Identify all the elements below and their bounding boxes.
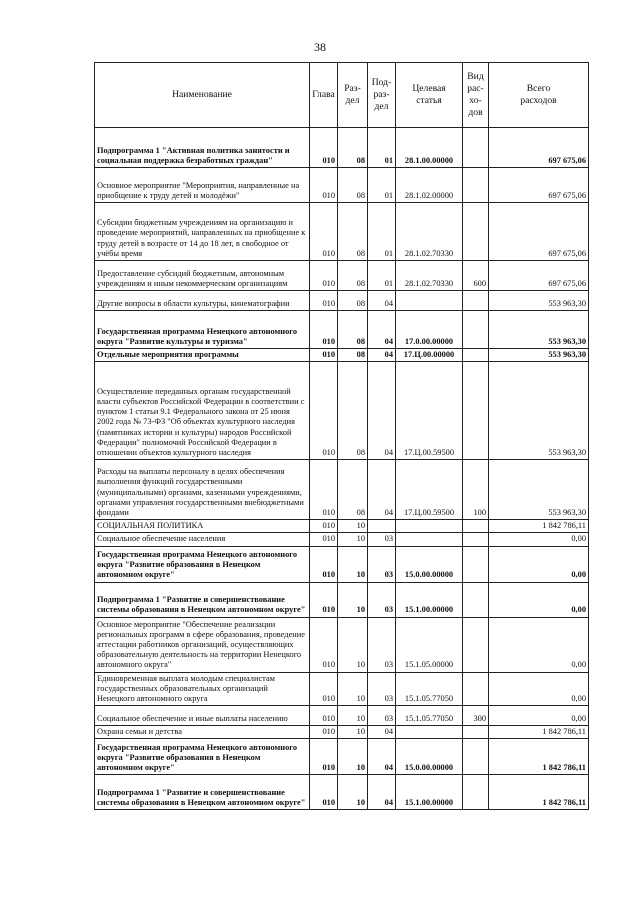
cell-razdel: 10 (338, 617, 368, 672)
cell-podrazdel: 03 (368, 706, 396, 726)
cell-glava: 010 (310, 739, 338, 775)
cell-vid (463, 533, 489, 546)
table-row (95, 291, 589, 311)
cell-vid (463, 291, 489, 311)
budget-table (94, 62, 589, 810)
table-row (95, 128, 589, 168)
cell-celevaya (396, 291, 463, 311)
table-row (95, 706, 589, 726)
cell-vid: 300 (463, 706, 489, 726)
cell-glava: 010 (310, 533, 338, 546)
table-row (95, 739, 589, 775)
cell-vsego: 0,00 (489, 582, 589, 617)
cell-razdel: 08 (338, 349, 368, 362)
cell-celevaya: 15.0.00.00000 (396, 546, 463, 582)
cell-celevaya (396, 533, 463, 546)
table-row (95, 520, 589, 533)
cell-vsego: 0,00 (489, 617, 589, 672)
page-number: 38 (314, 40, 326, 54)
header-vid: Вид рас- хо- дов (463, 63, 489, 128)
cell-podrazdel: 01 (368, 203, 396, 261)
cell-name: Социальное обеспечение населения (95, 533, 310, 546)
cell-name: Охрана семьи и детства (95, 726, 310, 739)
cell-vsego: 697 675,06 (489, 168, 589, 203)
header-razdel: Раз- дел (338, 63, 368, 128)
cell-vid: 100 (463, 460, 489, 520)
cell-razdel: 10 (338, 672, 368, 706)
cell-glava: 010 (310, 168, 338, 203)
cell-razdel: 10 (338, 546, 368, 582)
cell-glava: 010 (310, 203, 338, 261)
cell-celevaya: 28.1.00.00000 (396, 128, 463, 168)
cell-razdel: 08 (338, 311, 368, 349)
cell-podrazdel: 01 (368, 128, 396, 168)
cell-name: Подпрограмма 1 "Развитие и совершенствование системы образования в Ненецком автономном округе" (95, 582, 310, 617)
cell-podrazdel: 03 (368, 672, 396, 706)
cell-vid (463, 617, 489, 672)
cell-vsego: 1 842 786,11 (489, 739, 589, 775)
cell-vsego: 1 842 786,11 (489, 726, 589, 739)
cell-razdel: 08 (338, 362, 368, 460)
cell-podrazdel: 03 (368, 617, 396, 672)
cell-name: Субсидии бюджетным учреждениям на организацию и проведение мероприятий, направленных на приобщение к труду детей в возрасте от 14 до 18 лет, в свободное от учёбы время (95, 203, 310, 261)
cell-vsego: 553 963,30 (489, 460, 589, 520)
cell-name: Предоставление субсидий бюджетным, автономным учреждениям и иным некоммерческим организациям (95, 261, 310, 291)
cell-name: Государственная программа Ненецкого автономного округа "Развитие образования в Ненецком автономном округе" (95, 546, 310, 582)
cell-razdel: 08 (338, 203, 368, 261)
cell-glava: 010 (310, 362, 338, 460)
cell-vsego: 697 675,06 (489, 261, 589, 291)
cell-celevaya (396, 726, 463, 739)
cell-vid: 600 (463, 261, 489, 291)
cell-razdel: 08 (338, 291, 368, 311)
cell-celevaya: 17.0.00.00000 (396, 311, 463, 349)
cell-name: Расходы на выплаты персоналу в целях обеспечения выполнения функций государственными (муниципальными) органами, казенными учреждениями, органами управления государственными внебюджетными фондами (95, 460, 310, 520)
cell-vsego: 553 963,30 (489, 362, 589, 460)
cell-podrazdel (368, 520, 396, 533)
cell-podrazdel: 04 (368, 739, 396, 775)
cell-vsego: 0,00 (489, 672, 589, 706)
header-celevaya: Целевая статья (396, 63, 463, 128)
cell-celevaya: 15.1.05.00000 (396, 617, 463, 672)
table-row (95, 582, 589, 617)
cell-razdel: 10 (338, 706, 368, 726)
cell-glava: 010 (310, 261, 338, 291)
cell-celevaya (396, 520, 463, 533)
cell-name: СОЦИАЛЬНАЯ ПОЛИТИКА (95, 520, 310, 533)
cell-glava: 010 (310, 311, 338, 349)
cell-razdel: 10 (338, 726, 368, 739)
cell-glava: 010 (310, 520, 338, 533)
cell-celevaya: 17.Ц.00.00000 (396, 349, 463, 362)
cell-name: Отдельные мероприятия программы (95, 349, 310, 362)
cell-glava: 010 (310, 349, 338, 362)
cell-vid (463, 349, 489, 362)
cell-vid (463, 672, 489, 706)
cell-glava: 010 (310, 726, 338, 739)
cell-razdel: 08 (338, 128, 368, 168)
table-row (95, 533, 589, 546)
cell-podrazdel: 04 (368, 775, 396, 810)
cell-name: Основное мероприятие "Мероприятия, направленные на приобщение к труду детей и молодёжи" (95, 168, 310, 203)
cell-celevaya: 28.1.02.70330 (396, 261, 463, 291)
cell-vid (463, 203, 489, 261)
cell-name: Государственная программа Ненецкого автономного округа "Развитие образования в Ненецком автономном округе" (95, 739, 310, 775)
cell-podrazdel: 04 (368, 460, 396, 520)
cell-name: Другие вопросы в области культуры, кинематографии (95, 291, 310, 311)
cell-razdel: 10 (338, 775, 368, 810)
cell-razdel: 10 (338, 582, 368, 617)
cell-podrazdel: 03 (368, 546, 396, 582)
cell-name: Единовременная выплата молодым специалистам государственных образовательных организаций Ненецкого автономного округа (95, 672, 310, 706)
cell-vsego: 1 842 786,11 (489, 775, 589, 810)
cell-celevaya: 28.1.02.70330 (396, 203, 463, 261)
table-row (95, 617, 589, 672)
cell-podrazdel: 01 (368, 261, 396, 291)
cell-celevaya: 17.Ц.00.59500 (396, 362, 463, 460)
cell-glava: 010 (310, 291, 338, 311)
cell-vsego: 0,00 (489, 533, 589, 546)
table-row (95, 362, 589, 460)
table-row (95, 775, 589, 810)
cell-podrazdel: 04 (368, 726, 396, 739)
cell-vsego: 697 675,06 (489, 128, 589, 168)
cell-vid (463, 775, 489, 810)
header-glava: Глава (310, 63, 338, 128)
cell-glava: 010 (310, 460, 338, 520)
cell-vid (463, 546, 489, 582)
cell-celevaya: 28.1.02.00000 (396, 168, 463, 203)
cell-glava: 010 (310, 617, 338, 672)
cell-vsego: 553 963,30 (489, 349, 589, 362)
cell-vid (463, 582, 489, 617)
cell-celevaya: 15.0.00.00000 (396, 739, 463, 775)
cell-name: Осуществление переданных органам государственной власти субъектов Российской Федерации в соответствии с пунктом 1 статьи 9.1 Федерального закона от 25 июня 2002 года № 73-ФЗ "Об объектах культурного наследия (памятниках истории и культуры) народов Российской Федерации" полномочий Российской Федерации в отношении объектов культурного наследия (95, 362, 310, 460)
table-row (95, 168, 589, 203)
table-row (95, 726, 589, 739)
cell-vid (463, 168, 489, 203)
cell-glava: 010 (310, 582, 338, 617)
table-body (95, 128, 589, 810)
table-row (95, 261, 589, 291)
table-row (95, 311, 589, 349)
cell-name: Основное мероприятие "Обеспечение реализации региональных программ в сфере образования, проведение аттестации работников организаций, осуществляющих образовательную деятельность на территории Ненецкого автономного округа" (95, 617, 310, 672)
cell-glava: 010 (310, 672, 338, 706)
cell-podrazdel: 04 (368, 349, 396, 362)
cell-glava: 010 (310, 128, 338, 168)
table-header-row (95, 63, 589, 128)
cell-vid (463, 520, 489, 533)
table-row (95, 460, 589, 520)
cell-podrazdel: 04 (368, 291, 396, 311)
cell-razdel: 08 (338, 168, 368, 203)
cell-vsego: 0,00 (489, 546, 589, 582)
cell-podrazdel: 04 (368, 311, 396, 349)
cell-razdel: 08 (338, 261, 368, 291)
cell-celevaya: 15.1.00.00000 (396, 775, 463, 810)
table-row (95, 546, 589, 582)
cell-celevaya: 15.1.05.77050 (396, 672, 463, 706)
cell-vid (463, 128, 489, 168)
cell-vsego: 697 675,06 (489, 203, 589, 261)
cell-vsego: 553 963,30 (489, 291, 589, 311)
cell-glava: 010 (310, 706, 338, 726)
cell-glava: 010 (310, 775, 338, 810)
cell-name: Социальное обеспечение и иные выплаты населению (95, 706, 310, 726)
cell-celevaya: 15.1.00.00000 (396, 582, 463, 617)
cell-name: Подпрограмма 1 "Активная политика занятости и социальная поддержка безработных граждан" (95, 128, 310, 168)
cell-podrazdel: 04 (368, 362, 396, 460)
table-row (95, 672, 589, 706)
table-row (95, 203, 589, 261)
cell-celevaya: 17.Ц.00.59500 (396, 460, 463, 520)
cell-vsego: 553 963,30 (489, 311, 589, 349)
cell-vid (463, 311, 489, 349)
cell-razdel: 10 (338, 533, 368, 546)
cell-vid (463, 739, 489, 775)
table-row (95, 349, 589, 362)
cell-celevaya: 15.1.05.77050 (396, 706, 463, 726)
cell-razdel: 08 (338, 460, 368, 520)
cell-podrazdel: 03 (368, 533, 396, 546)
cell-name: Государственная программа Ненецкого автономного округа "Развитие культуры и туризма" (95, 311, 310, 349)
cell-name: Подпрограмма 1 "Развитие и совершенствование системы образования в Ненецком автономном округе" (95, 775, 310, 810)
header-podrazdel: Под- раз- дел (368, 63, 396, 128)
cell-vsego: 1 842 786,11 (489, 520, 589, 533)
cell-podrazdel: 03 (368, 582, 396, 617)
cell-razdel: 10 (338, 520, 368, 533)
cell-glava: 010 (310, 546, 338, 582)
header-vsego: Всего расходов (489, 63, 589, 128)
cell-razdel: 10 (338, 739, 368, 775)
cell-podrazdel: 01 (368, 168, 396, 203)
cell-vsego: 0,00 (489, 706, 589, 726)
header-name: Наименование (95, 63, 310, 128)
cell-vid (463, 362, 489, 460)
cell-vid (463, 726, 489, 739)
